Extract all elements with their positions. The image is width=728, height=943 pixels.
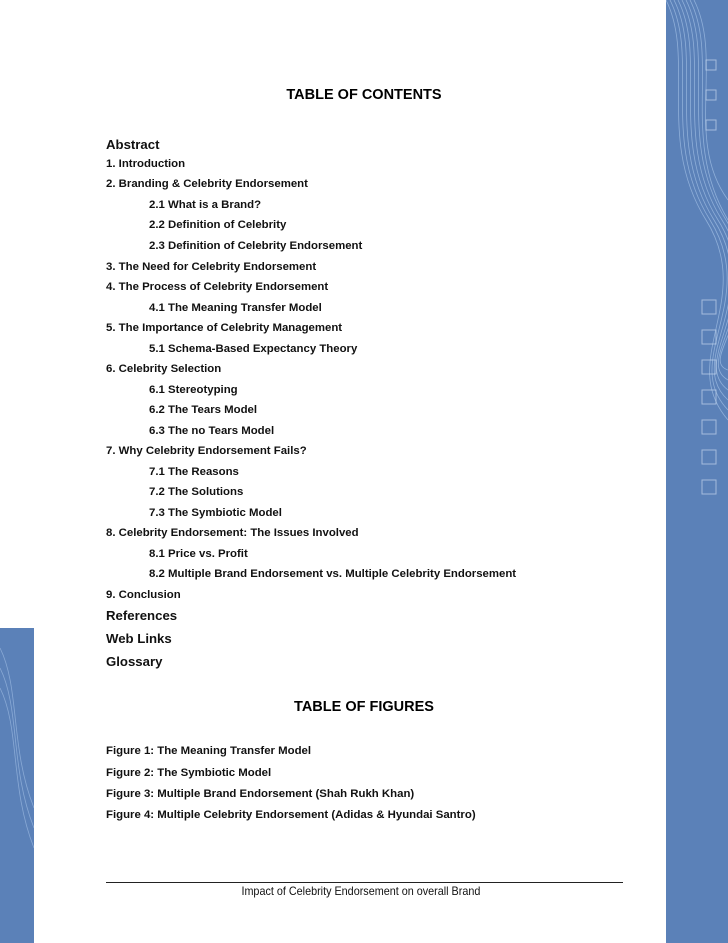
toc-entry: 7.1 The Reasons xyxy=(149,466,239,478)
footer-text: Impact of Celebrity Endorsement on overall Brand xyxy=(241,884,481,898)
toc-entry: 6.1 Stereotyping xyxy=(149,384,238,396)
toc-entry: Abstract xyxy=(106,137,160,152)
toc-entry: 5.1 Schema-Based Expectancy Theory xyxy=(149,343,358,355)
toc-entry: 7. Why Celebrity Endorsement Fails? xyxy=(106,445,307,457)
figure-entry: Figure 4: Multiple Celebrity Endorsement (Adidas & Hyundai Santro) xyxy=(106,809,476,821)
toc-entry: 1. Introduction xyxy=(106,158,186,170)
decorative-side-band xyxy=(666,0,728,943)
toc-entry: 3. The Need for Celebrity Endorsement xyxy=(106,261,317,273)
toc-entry: References xyxy=(106,608,178,623)
toc-entry: 7.2 The Solutions xyxy=(149,486,244,498)
toc-entry: 7.3 The Symbiotic Model xyxy=(149,507,282,519)
footer-rule xyxy=(106,882,623,883)
toc-entry: 6.3 The no Tears Model xyxy=(149,425,275,437)
toc-entry: 2.2 Definition of Celebrity xyxy=(149,219,287,231)
toc-entry: 6.2 The Tears Model xyxy=(149,404,258,416)
figure-entry: Figure 2: The Symbiotic Model xyxy=(106,767,272,779)
toc-entry: 5. The Importance of Celebrity Management xyxy=(106,322,343,334)
toc-entry: 9. Conclusion xyxy=(106,589,181,601)
toc-entry: 8. Celebrity Endorsement: The Issues Involved xyxy=(106,527,359,539)
wave-pattern-left xyxy=(0,628,34,943)
footer xyxy=(36,884,691,898)
toc-entry: 8.2 Multiple Brand Endorsement vs. Multiple Celebrity Endorsement xyxy=(149,568,517,580)
figure-entry: Figure 1: The Meaning Transfer Model xyxy=(106,745,312,757)
toc-entry: Glossary xyxy=(106,654,163,669)
figure-entry: Figure 3: Multiple Brand Endorsement (Shah Rukh Khan) xyxy=(106,788,415,800)
toc-entry: 6. Celebrity Selection xyxy=(106,363,222,375)
wave-pattern xyxy=(666,0,728,943)
toc-entry: 2.1 What is a Brand? xyxy=(149,199,262,211)
toc-entry: 4. The Process of Celebrity Endorsement xyxy=(106,281,329,293)
decorative-corner-band xyxy=(0,628,34,943)
toc-entry: Web Links xyxy=(106,631,172,646)
toc-title: TABLE OF CONTENTS xyxy=(286,87,442,103)
toc-entry: 8.1 Price vs. Profit xyxy=(149,548,248,560)
toc-entry: 2.3 Definition of Celebrity Endorsement xyxy=(149,240,363,252)
tof-title: TABLE OF FIGURES xyxy=(294,699,434,715)
toc-entry: 2. Branding & Celebrity Endorsement xyxy=(106,178,308,190)
toc-entry: 4.1 The Meaning Transfer Model xyxy=(149,302,322,314)
